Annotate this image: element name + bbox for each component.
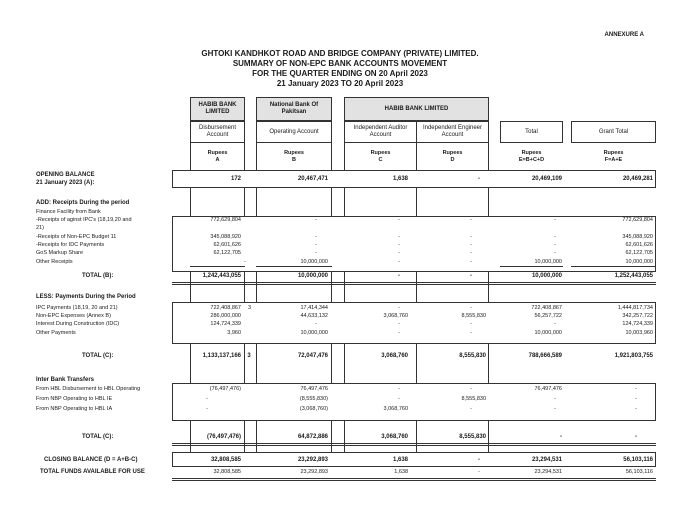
receipt-row-c: - — [398, 234, 400, 240]
payments-total-b: 72,047,476 — [297, 353, 328, 359]
payments-total-f: 1,921,803,755 — [614, 353, 653, 359]
rupees-grant: Rupees F=A+E — [603, 150, 624, 163]
transfer-row-f: - — [635, 386, 637, 392]
payment-row-f: 10,003,960 — [625, 330, 653, 336]
opening-label: OPENING BALANCE — [36, 172, 95, 178]
transfers-total-c: 3,068,760 — [381, 434, 408, 440]
funds-b: 23,292,893 — [300, 469, 328, 475]
report-title: SUMMARY OF NON-EPC BANK ACCOUNTS MOVEMENT — [232, 59, 448, 68]
closing-b: 23,292,893 — [297, 457, 328, 463]
receipt-row-c: - — [398, 217, 400, 223]
transfer-row-d: 8,555,830 — [461, 396, 486, 402]
transfers-total-f: - — [635, 434, 637, 440]
payment-row-label: Other Payments — [36, 330, 76, 336]
funds-c: 1,638 — [394, 469, 408, 475]
payment-row-a: 124,724,339 — [210, 321, 241, 327]
receipts-total-label: TOTAL (B): — [82, 273, 114, 279]
transfers-total-d: 8,555,830 — [459, 434, 486, 440]
receipt-row-d: - — [470, 217, 472, 223]
transfer-row-e: 76,497,476 — [534, 386, 562, 392]
period-title: 21 January 2023 TO 20 April 2023 — [276, 79, 404, 88]
receipts-total-c: - — [398, 273, 400, 279]
payments-total-c: 3,068,760 — [381, 353, 408, 359]
payment-row-f: 342,257,722 — [622, 313, 653, 319]
transfers-total-b: 64,872,886 — [297, 434, 328, 440]
closing-c: 1,638 — [392, 457, 408, 463]
receipt-row-d: - — [470, 259, 472, 265]
payment-row-label: IPC Payments (18,19, 20 and 21) — [36, 305, 118, 311]
receipt-row-e: - — [554, 234, 556, 240]
col-header-d: Independent Engineer Account — [416, 121, 489, 143]
payments-total-e: 788,666,589 — [528, 353, 562, 359]
transfer-row-a: - — [206, 396, 208, 402]
receipt-row-f: 10,000,000 — [625, 259, 653, 265]
receipt-row-a: 345,088,920 — [210, 234, 241, 240]
transfer-row-label: From NBP Operating to HBL IA — [36, 406, 113, 412]
payment-row-e: - — [554, 321, 556, 327]
quarter-title: FOR THE QUARTER ENDING ON 20 April 2023 — [252, 69, 428, 78]
transfer-row-e: - — [554, 396, 556, 402]
payment-row-label: Non-EPC Expenses (Annex B) — [36, 313, 111, 319]
payment-row-a: 3,960 — [227, 330, 241, 336]
finance-facility-label: Finance Facility from Bank — [36, 209, 101, 215]
transfers-total-label: TOTAL (C): — [82, 434, 114, 440]
receipt-row-b: - — [315, 234, 317, 240]
transfers-total-e: - — [560, 434, 562, 440]
closing-label: CLOSING BALANCE (D = A+B-C) — [44, 457, 138, 463]
funds-e: 23,294,531 — [534, 469, 562, 475]
receipts-sum-line — [190, 266, 245, 267]
receipt-row-b: - — [315, 217, 317, 223]
annexure-label: ANNEXURE A — [604, 32, 644, 38]
receipt-row-label: Other Receipts — [36, 259, 73, 265]
opening-c: 1,638 — [392, 176, 408, 182]
funds-d: - — [478, 469, 480, 475]
payments-total-d: 8,555,830 — [459, 353, 486, 359]
payments-total-a: 1,133,137,166 — [202, 353, 241, 359]
transfer-row-c: - — [398, 396, 400, 402]
receipt-row-e: - — [554, 217, 556, 223]
transfers-total-a: (76,497,476) — [206, 434, 241, 440]
transfer-row-e: - — [554, 406, 556, 412]
payment-row-c: - — [398, 321, 400, 327]
funds-a: 32,808,585 — [213, 469, 241, 475]
payments-total-label: TOTAL (C): — [82, 353, 114, 359]
rupees-c: Rupees C — [370, 150, 391, 163]
payment-row-d: - — [470, 321, 472, 327]
receipt-row-f: 62,601,626 — [625, 242, 653, 248]
receipt-row-d: - — [470, 250, 472, 256]
col-header-c: Independent Auditor Account — [344, 121, 417, 143]
payments-heading: LESS: Payments During the Period — [36, 294, 136, 300]
receipt-row-d: - — [470, 242, 472, 248]
receipt-row-label: -Receipts of aginst IPC's (18,19,20 and — [36, 217, 132, 223]
funds-underline — [172, 478, 656, 481]
payment-row-b: 44,633,132 — [300, 313, 328, 319]
receipts-total-b: 10,000,000 — [297, 273, 328, 279]
transfer-row-a: (76,497,476) — [209, 386, 241, 392]
transfer-row-f: - — [635, 396, 637, 402]
opening-e: 20,469,109 — [531, 176, 562, 182]
receipts-sum-line — [500, 266, 563, 267]
transfer-row-b: (3,068,760) — [299, 406, 328, 412]
transfer-row-f: - — [635, 406, 637, 412]
funds-f: 56,103,116 — [625, 469, 653, 475]
bank-header-cd: HABIB BANK LIMITED — [344, 97, 489, 121]
col-header-a: Disbursement Account — [190, 121, 245, 143]
funds-label: TOTAL FUNDS AVAILABLE FOR USE — [40, 469, 145, 475]
transfer-row-label: From NBP Operating to HBL IE — [36, 396, 113, 402]
receipts-total-a: 1,242,443,055 — [202, 273, 241, 279]
transfer-row-c: 3,068,760 — [383, 406, 408, 412]
receipt-row-e: 10,000,000 — [534, 259, 562, 265]
opening-b: 20,467,471 — [297, 176, 328, 182]
bank-header-b: National Bank Of Pakitsan — [256, 97, 332, 121]
company-title: GHTOKI KANDHKOT ROAD AND BRIDGE COMPANY (PRIVATE) LIMITED. — [201, 49, 479, 58]
rupees-b: Rupees B — [284, 150, 304, 163]
receipt-row-label: 21) — [36, 225, 44, 231]
closing-f: 56,103,116 — [623, 457, 653, 463]
receipts-heading: ADD: Receipts During the period — [36, 200, 130, 206]
payment-row-b: 17,414,344 — [300, 305, 328, 311]
receipt-row-a: 772,629,804 — [210, 217, 241, 223]
payment-row-b: - — [315, 321, 317, 327]
transfers-total-underline — [172, 443, 656, 446]
scan-artifact-mark: 3 — [248, 305, 252, 311]
receipt-row-label: -Receipts for IDC Payments — [36, 242, 105, 248]
payment-row-f: 124,724,339 — [622, 321, 653, 327]
rupees-d: Rupees D — [442, 150, 463, 163]
payment-row-b: 10,000,000 — [300, 330, 328, 336]
receipt-row-label: GoS Markup Share — [36, 250, 84, 256]
transfer-row-c: - — [398, 386, 400, 392]
receipts-sum-line — [571, 266, 656, 267]
receipt-row-e: - — [554, 242, 556, 248]
rupees-a: Rupees A — [207, 150, 228, 163]
closing-e: 23,294,531 — [531, 457, 562, 463]
receipt-row-f: 772,629,804 — [622, 217, 653, 223]
receipt-row-b: - — [315, 250, 317, 256]
col-header-total: Total — [500, 121, 563, 143]
receipt-row-label: -Receipts of Non-EPC Budget 11 — [36, 234, 117, 240]
receipts-sum-line — [256, 266, 332, 267]
col-header-b: Operating Account — [256, 121, 332, 143]
receipts-total-d: - — [470, 273, 472, 279]
payment-row-a: 286,000,000 — [210, 313, 241, 319]
transfer-row-b: 76,497,476 — [300, 386, 328, 392]
payment-row-f: 1,444,817,734 — [617, 305, 653, 311]
payment-row-c: 3,068,760 — [383, 313, 408, 319]
transfer-row-a: - — [206, 406, 208, 412]
receipt-row-c: - — [398, 259, 400, 265]
payment-row-a: 722,408,867 — [210, 305, 241, 311]
receipt-row-f: 345,088,920 — [622, 234, 653, 240]
receipt-row-b: - — [315, 242, 317, 248]
col-header-grant: Grant Total — [571, 121, 656, 143]
transfer-row-d: - — [470, 406, 472, 412]
transfers-heading: Inter Bank Transfers — [36, 377, 95, 383]
receipt-row-f: 62,122,705 — [625, 250, 653, 256]
receipts-total-f: 1,252,443,055 — [614, 273, 653, 279]
receipts-total-underline — [172, 282, 656, 285]
payment-row-e: 56,257,722 — [534, 313, 562, 319]
receipts-total-e: 10,000,000 — [531, 273, 562, 279]
receipt-row-d: - — [470, 234, 472, 240]
closing-d: - — [478, 457, 480, 463]
opening-f: 20,469,281 — [622, 176, 653, 182]
transfer-row-b: (8,555,830) — [299, 396, 328, 402]
receipt-row-e: - — [554, 250, 556, 256]
opening-d: - — [478, 176, 480, 182]
receipt-row-c: - — [398, 250, 400, 256]
opening-a: 172 — [230, 176, 241, 182]
payment-row-e: 10,000,000 — [534, 330, 562, 336]
opening-date-label: 21 January 2023 (A): — [36, 180, 95, 186]
receipt-row-c: - — [398, 242, 400, 248]
payment-row-e: 722,408,867 — [531, 305, 562, 311]
bank-header-a: HABIB BANK LIMITED — [190, 97, 245, 121]
payment-row-d: 8,555,830 — [461, 313, 486, 319]
payment-row-label: Interest During Construction (IDC) — [36, 321, 120, 327]
scan-artifact-mark: 3 — [247, 353, 251, 359]
rupees-total: Rupees E=B+C+D — [518, 150, 545, 163]
receipt-row-a: - — [244, 259, 246, 265]
closing-a: 32,808,585 — [210, 457, 241, 463]
transfer-row-label: From HBL Disbursement to HBL Operating — [36, 386, 141, 392]
receipt-row-b: 10,000,000 — [300, 259, 328, 265]
payment-row-d: - — [470, 305, 472, 311]
payment-row-c: - — [398, 305, 400, 311]
receipt-row-a: 62,601,626 — [213, 242, 241, 248]
transfer-row-d: - — [470, 386, 472, 392]
payment-row-d: - — [470, 330, 472, 336]
receipt-row-a: 62,122,705 — [213, 250, 241, 256]
payment-row-c: - — [398, 330, 400, 336]
